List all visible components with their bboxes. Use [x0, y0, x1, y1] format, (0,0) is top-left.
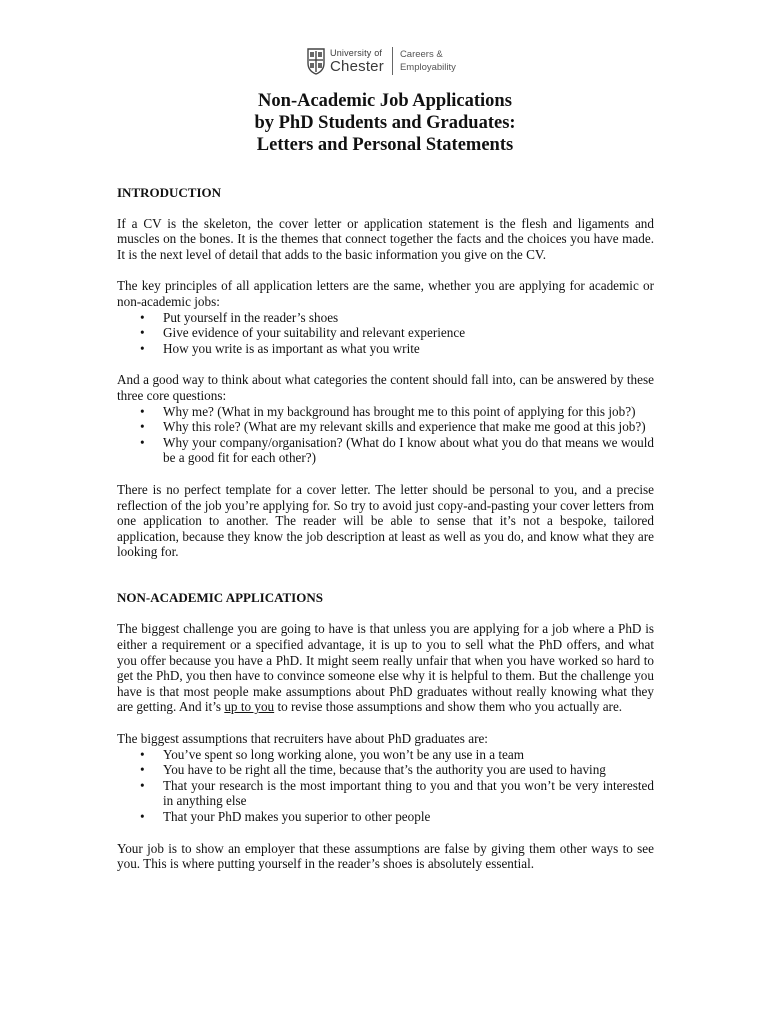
- document-body: [117, 185, 654, 872]
- careers-text: Careers &: [399, 49, 443, 60]
- introduction-heading: INTRODUCTION: [117, 185, 222, 200]
- list-item-text: That your PhD makes you superior to other people: [163, 809, 431, 824]
- non-academic-paragraph-2: The biggest assumptions that recruiters have about PhD graduates are:: [117, 731, 488, 747]
- bullet-icon: •: [140, 809, 145, 824]
- intro-paragraph-1: If a CV is the skeleton, the cover letter or application statement is the flesh and ligaments and muscles on the bones. It is the themes that connect together the facts and the choices you have made. It is the next level of detail that adds to the basic information you give on the CV.: [117, 215, 654, 262]
- list-item: [117, 404, 654, 420]
- chester-text: Chester: [330, 57, 384, 75]
- intro-paragraph-3: And a good way to think about what categories the content should fall into, can be answered by these three core questions:: [117, 372, 654, 403]
- paragraph-text: to revise those assumptions and show them who you actually are.: [274, 699, 623, 715]
- university-logo: [306, 44, 456, 78]
- core-questions-list: [117, 404, 654, 466]
- list-item-text: Why your company/organisation? (What do I know about what you do that means we would be a good fit for each other?): [163, 434, 654, 466]
- university-of-text: University of: [330, 47, 383, 58]
- list-item-text: How you write is as important as what you write: [163, 340, 420, 356]
- bullet-icon: •: [140, 309, 145, 325]
- list-item: [117, 310, 654, 326]
- list-item-text: Why this role? (What are my relevant skills and experience that make me good at this job?): [163, 419, 646, 435]
- university-name: [330, 49, 384, 74]
- list-item: [117, 762, 654, 778]
- list-item: [117, 435, 654, 466]
- logo-divider: [392, 47, 393, 75]
- non-academic-heading: NON-ACADEMIC APPLICATIONS: [117, 589, 323, 605]
- document-title: [0, 90, 770, 156]
- title-line-3: Letters and Personal Statements: [256, 135, 514, 155]
- department-name: [400, 48, 456, 74]
- intro-paragraph-2: The key principles of all application letters are the same, whether you are applying for academic or non-academic jobs:: [117, 278, 654, 309]
- list-item-text: You’ve spent so long working alone, you won’t be any use in a team: [163, 746, 525, 762]
- bullet-icon: •: [140, 403, 145, 419]
- list-item: [117, 747, 654, 763]
- non-academic-paragraph-3: Your job is to show an employer that these assumptions are false by giving them other ways to see you. This is where putting yourself in the reader’s shoes is absolutely essential.: [117, 840, 654, 872]
- list-item: [117, 778, 654, 809]
- title-line-2: by PhD Students and Graduates:: [254, 113, 516, 133]
- list-item-text: Put yourself in the reader’s shoes: [163, 309, 339, 325]
- university-crest-icon: [306, 47, 326, 75]
- list-item: [117, 325, 654, 341]
- bullet-icon: •: [140, 746, 145, 762]
- bullet-icon: •: [140, 419, 145, 435]
- paragraph-text: The biggest challenge you are going to have is that unless you are applying for a job where a PhD is either a requirement or a specified advantage, it is up to you to sell what the PhD offers, and what you offer because you have a PhD. It might seem really unfair that when you have worked so hard to get the PhD, you then have to convince someone else why it is helpful to them. But the challenge you have is that most people make assumptions about PhD graduates without really knowing what they are getting. And it’s: [117, 621, 654, 715]
- intro-paragraph-4: There is no perfect template for a cover letter. The letter should be personal to you, and a precise reflection of the job you’re applying for. So try to avoid just copy-and-pasting your cover letters from one application to another. The reader will be able to sense that it’s not a bespoke, tailored application, because they know the job description at least as well as you do, and know what they are looking for.: [117, 481, 654, 560]
- bullet-icon: •: [140, 762, 145, 778]
- list-item: [117, 809, 654, 825]
- underlined-emphasis: up to you: [224, 699, 275, 715]
- list-item-text: That your research is the most important thing to you and that you won’t be very interested in anything else: [163, 777, 654, 809]
- list-item-text: You have to be right all the time, because that’s the authority you are used to having: [163, 762, 606, 778]
- list-item: [117, 341, 654, 357]
- principles-list: [117, 310, 654, 357]
- list-item-text: Why me? (What in my background has brought me to this point of applying for this job?): [163, 403, 636, 419]
- list-item-text: Give evidence of your suitability and relevant experience: [163, 325, 466, 341]
- bullet-icon: •: [140, 434, 145, 450]
- list-item: [117, 419, 654, 435]
- employability-text: Employability: [399, 62, 456, 73]
- bullet-icon: •: [140, 325, 145, 341]
- non-academic-paragraph-1: [117, 621, 654, 715]
- title-line-1: Non-Academic Job Applications: [258, 91, 512, 111]
- bullet-icon: •: [140, 340, 145, 356]
- bullet-icon: •: [140, 777, 145, 793]
- assumptions-list: [117, 747, 654, 825]
